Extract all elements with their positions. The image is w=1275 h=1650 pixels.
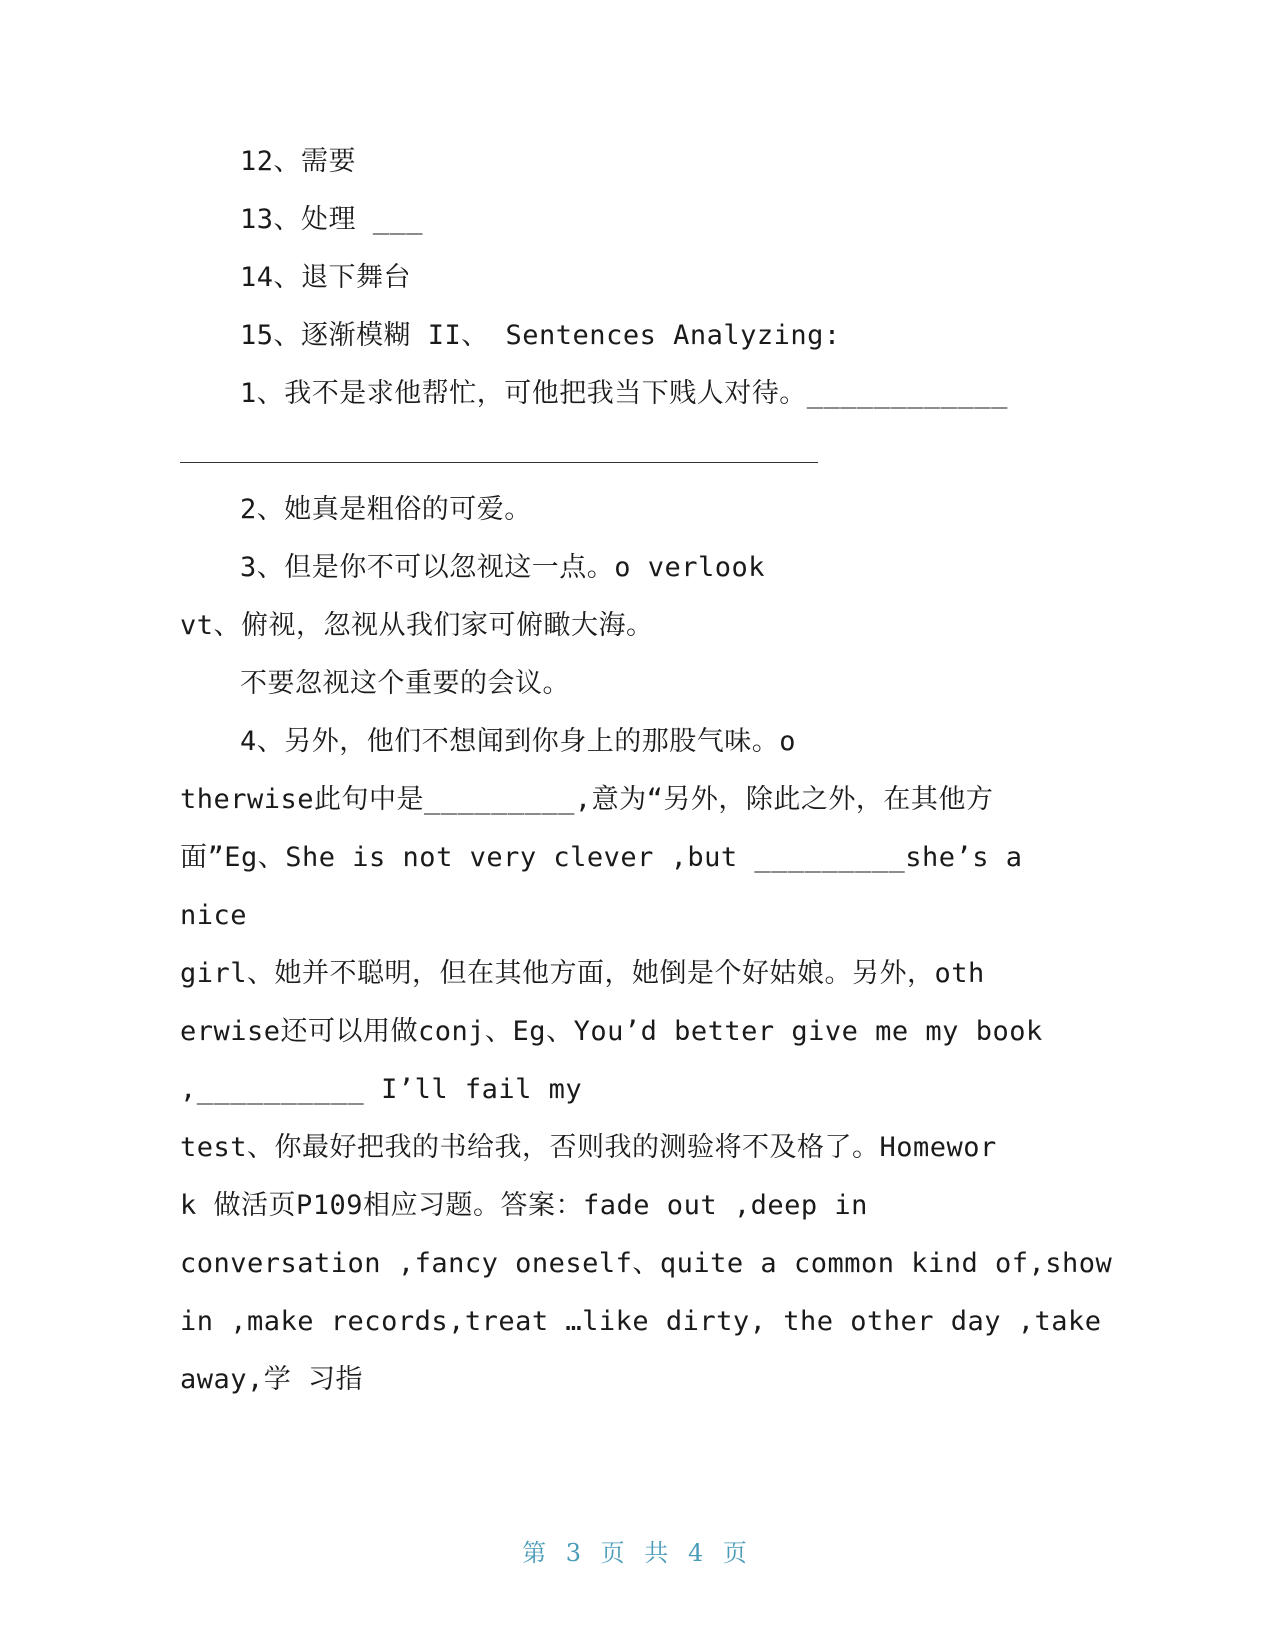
paragraph-line: away,学 习指 [180,1364,364,1395]
paragraph-line: conversation ,fancy oneself、quite a common kind of,show [180,1248,1113,1279]
paragraph-line: erwise还可以用做conj、Eg、You’d better give me my book [180,1016,1043,1047]
paragraph-line: 面”Eg、She is not very clever ,but _________she’s a [180,842,1023,873]
paragraph-line: girl、她并不聪明，但在其他方面，她倒是个好姑娘。另外，oth [180,958,985,989]
list-item-13: 13、处理 ___ [240,204,424,235]
page-number-footer: 第 3 页 共 4 页 [522,1539,753,1567]
example-sentence: 不要忽视这个重要的会议。 [240,668,570,699]
paragraph-line: nice [180,900,248,931]
sentence-3: 3、但是你不可以忽视这一点。o verlook [240,552,766,583]
paragraph-line: test、你最好把我的书给我，否则我的测验将不及格了。Homewor [180,1132,997,1163]
paragraph-line: k 做活页P109相应习题。答案：fade out ,deep in [180,1190,868,1221]
vocab-definition-overlook: vt、俯视，忽视从我们家可俯瞰大海。 [180,610,654,641]
sentence-4: 4、另外，他们不想闻到你身上的那股气味。o [240,726,797,757]
paragraph-line: therwise此句中是_________,意为“另外，除此之外，在其他方 [180,784,994,815]
sentence-2: 2、她真是粗俗的可爱。 [240,494,532,525]
paragraph-line: ,__________ I’ll fail my [180,1074,583,1105]
answer-blank-line [180,462,818,463]
list-item-12: 12、需要 [240,146,357,177]
list-item-15-section-heading: 15、逐渐模糊 II、 Sentences Analyzing: [240,320,841,351]
sentence-1: 1、我不是求他帮忙，可他把我当下贱人对待。____________ [240,378,1008,409]
paragraph-line: in ,make records,treat …like dirty, the other day ,take [180,1306,1102,1337]
list-item-14: 14、退下舞台 [240,262,412,293]
